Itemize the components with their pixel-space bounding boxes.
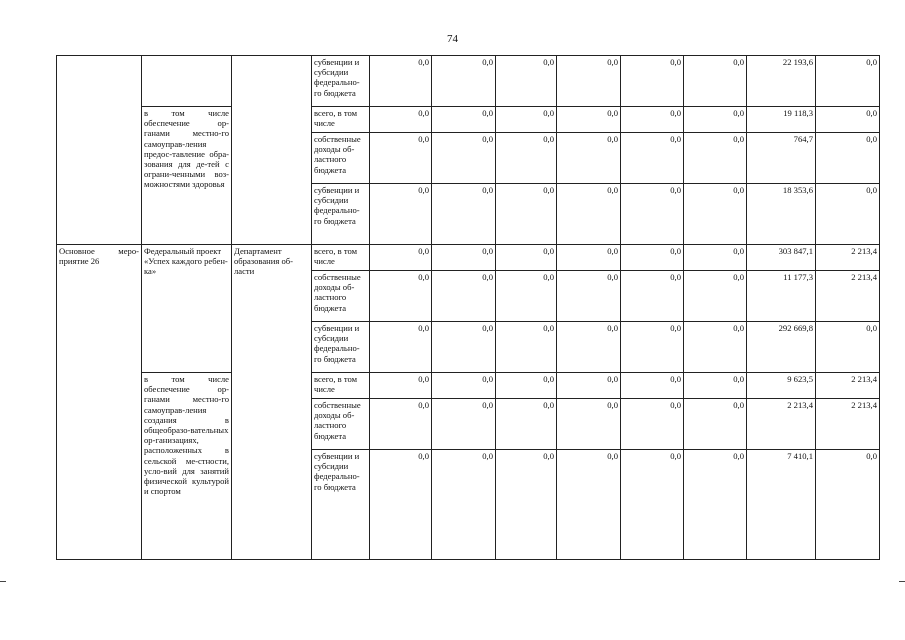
funding-source: всего, в том числе (312, 373, 370, 399)
value-cell: 0,0 (816, 184, 880, 245)
value-cell: 2 213,4 (816, 399, 880, 450)
value-cell: 0,0 (684, 133, 747, 184)
value-cell: 303 847,1 (747, 245, 816, 271)
value-cell: 0,0 (621, 271, 684, 322)
funding-source: субвенции и субсидии федерально-го бюджета (312, 184, 370, 245)
value-cell: 0,0 (621, 399, 684, 450)
value-cell: 0,0 (432, 271, 496, 322)
right-margin-mark (899, 581, 905, 582)
funding-source: субвенции и субсидии федерально-го бюджета (312, 322, 370, 373)
value-cell: 0,0 (496, 322, 557, 373)
value-cell: 0,0 (432, 399, 496, 450)
value-cell: 0,0 (557, 271, 621, 322)
subgroup-description: в том числе обеспечение ор-ганами местно-го самоуправ-ления предос-тавление обра-зования для де-тей с ограни-ченными воз-можностями здоровья (142, 107, 232, 245)
value-cell: 0,0 (684, 245, 747, 271)
value-cell: 0,0 (621, 245, 684, 271)
value-cell: 0,0 (816, 107, 880, 133)
value-cell: 0,0 (370, 107, 432, 133)
project-title: Федеральный проект «Успех каждого ребен-ка» (142, 245, 232, 373)
value-cell: 0,0 (370, 450, 432, 560)
value-cell: 0,0 (684, 450, 747, 560)
value-cell: 0,0 (621, 450, 684, 560)
value-cell: 0,0 (432, 322, 496, 373)
value-cell: 0,0 (557, 245, 621, 271)
value-cell: 0,0 (496, 245, 557, 271)
value-cell: 0,0 (557, 133, 621, 184)
table-row (57, 373, 880, 399)
value-cell: 0,0 (370, 322, 432, 373)
value-cell: 2 213,4 (816, 373, 880, 399)
value-cell: 7 410,1 (747, 450, 816, 560)
value-cell: 0,0 (816, 133, 880, 184)
value-cell: 0,0 (621, 133, 684, 184)
value-cell: 0,0 (370, 399, 432, 450)
value-cell: 0,0 (684, 107, 747, 133)
value-cell: 0,0 (621, 322, 684, 373)
funding-source: субвенции и субсидии федерально-го бюджета (312, 56, 370, 107)
value-cell: 0,0 (684, 373, 747, 399)
value-cell: 0,0 (684, 56, 747, 107)
value-cell: 0,0 (432, 245, 496, 271)
value-cell: 9 623,5 (747, 373, 816, 399)
value-cell: 0,0 (370, 245, 432, 271)
value-cell: 0,0 (684, 184, 747, 245)
value-cell: 0,0 (370, 133, 432, 184)
executor-cell (232, 56, 312, 245)
value-cell: 0,0 (684, 399, 747, 450)
value-cell: 0,0 (621, 184, 684, 245)
value-cell: 0,0 (684, 322, 747, 373)
value-cell: 0,0 (496, 271, 557, 322)
value-cell: 0,0 (370, 184, 432, 245)
value-cell: 0,0 (621, 373, 684, 399)
value-cell: 0,0 (557, 184, 621, 245)
value-cell: 0,0 (816, 322, 880, 373)
value-cell: 292 669,8 (747, 322, 816, 373)
value-cell: 0,0 (496, 184, 557, 245)
value-cell: 0,0 (496, 373, 557, 399)
funding-source: субвенции и субсидии федерально-го бюджета (312, 450, 370, 560)
table-row (57, 107, 880, 133)
main-event-label: Основное меро-приятие 26 (57, 245, 142, 560)
value-cell: 0,0 (621, 107, 684, 133)
funding-source: всего, в том числе (312, 245, 370, 271)
responsible-executor: Департамент образования об-ласти (232, 245, 312, 560)
value-cell: 0,0 (432, 373, 496, 399)
value-cell: 0,0 (432, 107, 496, 133)
value-cell: 0,0 (432, 450, 496, 560)
value-cell: 22 193,6 (747, 56, 816, 107)
value-cell: 0,0 (816, 450, 880, 560)
value-cell: 0,0 (816, 56, 880, 107)
value-cell: 0,0 (557, 450, 621, 560)
value-cell: 0,0 (496, 133, 557, 184)
table-row (57, 245, 880, 271)
value-cell: 0,0 (432, 184, 496, 245)
event-cell (57, 56, 142, 245)
value-cell: 2 213,4 (816, 245, 880, 271)
value-cell: 19 118,3 (747, 107, 816, 133)
funding-source: всего, в том числе (312, 107, 370, 133)
budget-table (56, 55, 880, 560)
left-margin-mark (0, 581, 6, 582)
description-cell (142, 56, 232, 107)
value-cell: 0,0 (496, 450, 557, 560)
value-cell: 0,0 (557, 107, 621, 133)
value-cell: 0,0 (557, 56, 621, 107)
value-cell: 0,0 (432, 56, 496, 107)
value-cell: 18 353,6 (747, 184, 816, 245)
table-row (57, 56, 880, 107)
value-cell: 764,7 (747, 133, 816, 184)
value-cell: 11 177,3 (747, 271, 816, 322)
value-cell: 0,0 (621, 56, 684, 107)
value-cell: 0,0 (370, 56, 432, 107)
page-number: 74 (447, 33, 458, 45)
funding-source: собственные доходы об-ластного бюджета (312, 271, 370, 322)
subgroup-description: в том числе обеспечение ор-ганами местно-го самоуправ-ления создания в общеобразо-вательных ор-ганизациях, расположенных в сельской ме-стности, усло-вий для занятий физической культурой и спортом (142, 373, 232, 560)
value-cell: 0,0 (684, 271, 747, 322)
funding-source: собственные доходы об-ластного бюджета (312, 399, 370, 450)
value-cell: 0,0 (496, 399, 557, 450)
value-cell: 0,0 (557, 399, 621, 450)
value-cell: 2 213,4 (816, 271, 880, 322)
value-cell: 0,0 (370, 271, 432, 322)
value-cell: 0,0 (557, 322, 621, 373)
value-cell: 0,0 (370, 373, 432, 399)
value-cell: 0,0 (557, 373, 621, 399)
value-cell: 0,0 (432, 133, 496, 184)
value-cell: 2 213,4 (747, 399, 816, 450)
value-cell: 0,0 (496, 107, 557, 133)
funding-source: собственные доходы об-ластного бюджета (312, 133, 370, 184)
value-cell: 0,0 (496, 56, 557, 107)
